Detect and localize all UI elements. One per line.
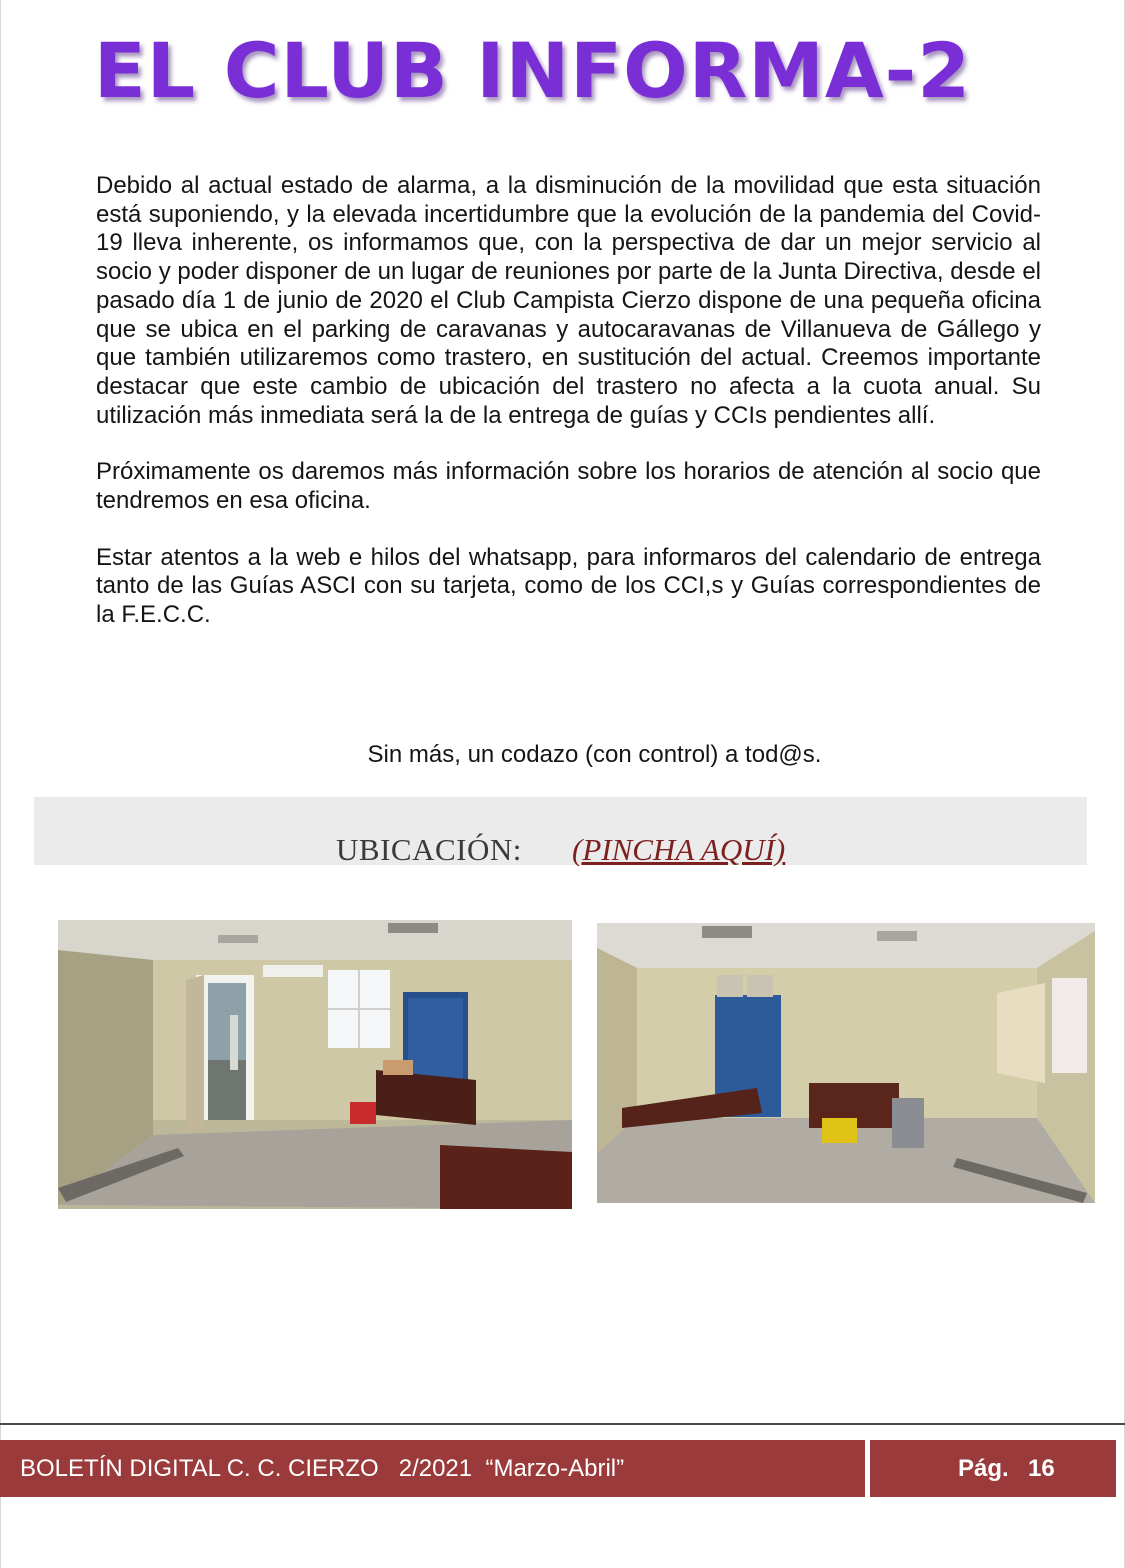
paragraph: Próximamente os daremos más información sobre los horarios de atención al socio que tendremos en esa oficina. xyxy=(96,458,1041,515)
page-label: Pág. xyxy=(958,1455,1009,1482)
page-title: EL CLUB INFORMA-2 xyxy=(93,26,972,115)
office-photo-door xyxy=(58,920,572,1209)
location-link[interactable]: (PINCHA AQUÍ) xyxy=(572,832,786,867)
paragraph: Debido al actual estado de alarma, a la disminución de la movilidad que esta situación está suponiendo, y la elevada incertidumbre que la evolución de la pandemia del Covid-19 lleva inherente, os informamos que, con la perspectiva de dar un mejor servicio al socio y poder disponer de un lugar de reuniones por parte de la Junta Directiva, desde el pasado día 1 de junio de 2020 el Club Campista Cierzo dispone de una pequeña oficina que se ubica en el parking de caravanas y autocaravanas de Villanueva de Gállego y que también utilizaremos como trastero, en sustitución del actual. Creemos importante destacar que este cambio de ubicación del trastero no afecta a la cuota anual. Su utilización más inmediata será la de la entrega de guías y CCIs pendientes allí. xyxy=(96,172,1041,429)
footer-bulletin-bar xyxy=(0,1440,865,1497)
office-photo-desks xyxy=(597,923,1095,1203)
bulletin-title: BOLETÍN DIGITAL C. C. CIERZO 2/2021 “Marzo-Abril” xyxy=(20,1455,625,1482)
page-edge xyxy=(0,0,1,1568)
footer-rule xyxy=(0,1423,1125,1425)
article-body xyxy=(96,172,1041,658)
location-label: UBICACIÓN: xyxy=(336,832,522,867)
signoff-text: Sin más, un codazo (con control) a tod@s. xyxy=(367,741,822,768)
paragraph: Estar atentos a la web e hilos del whatsapp, para informaros del calendario de entrega tanto de las Guías ASCI con su tarjeta, como de los CCI,s y Guías correspondientes de la F.E.C.C. xyxy=(96,543,1041,629)
footer-page-box xyxy=(870,1440,1116,1497)
page-number: 16 xyxy=(1028,1455,1055,1482)
location-band xyxy=(34,797,1087,865)
